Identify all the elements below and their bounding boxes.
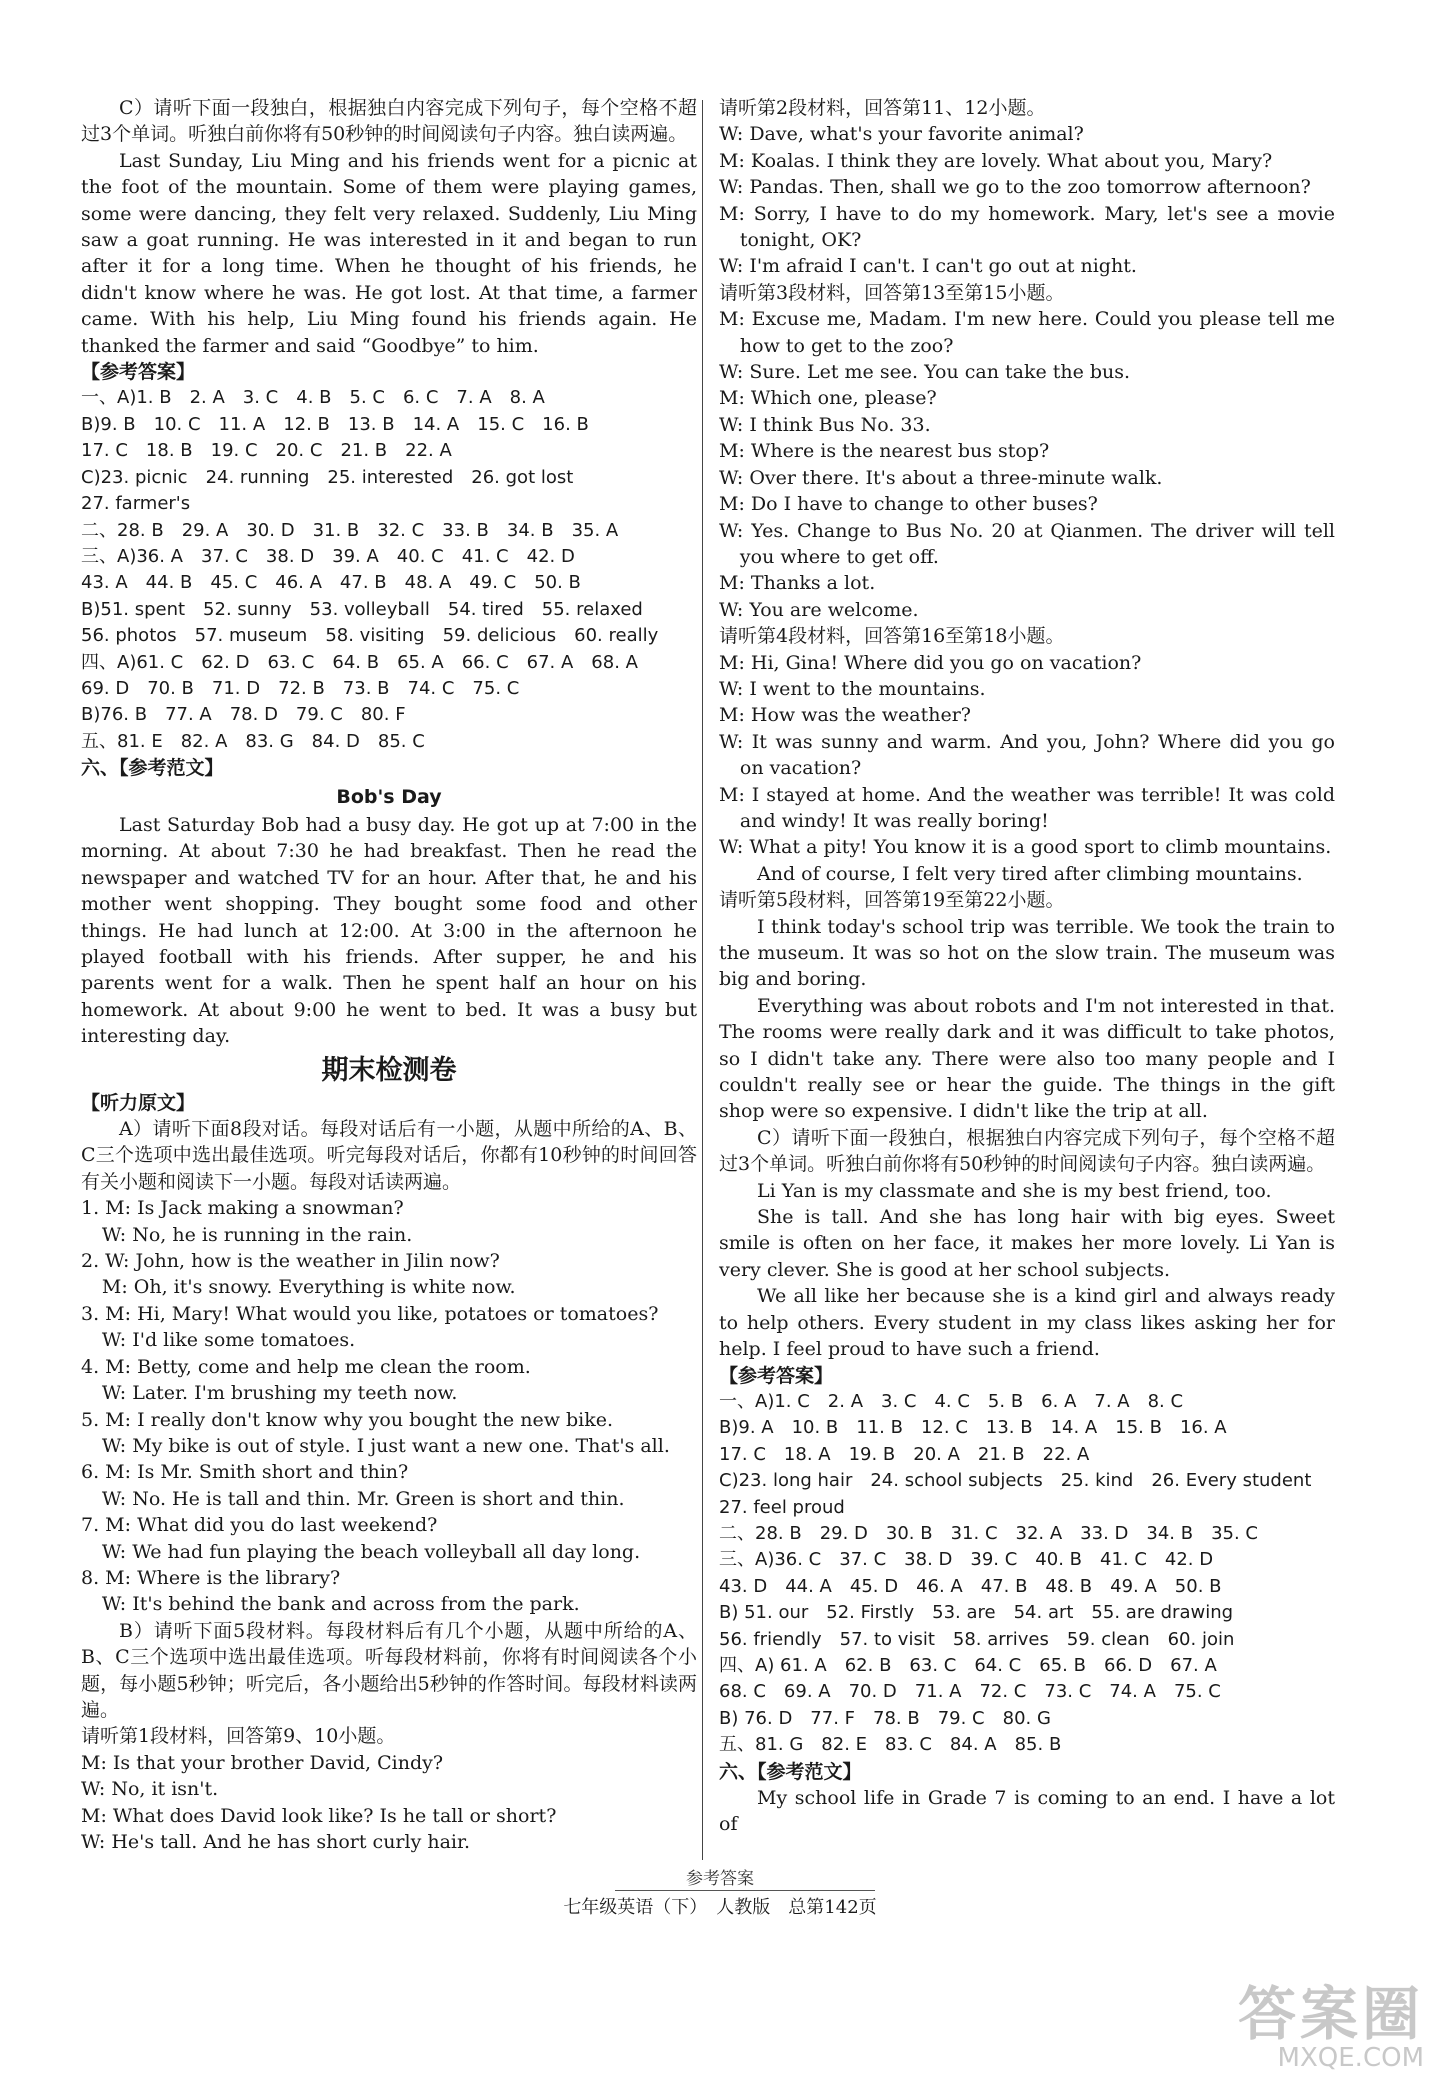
answer-line: 四、A)61. C 62. D 63. C 64. B 65. A 66. C 67. A 68. A: [81, 651, 638, 673]
dialog-line: And of course, I felt very tired after climbing mountains.: [757, 862, 1303, 885]
dialog-line: 6. M: Is Mr. Smith short and thin?: [81, 1461, 409, 1484]
dialog-line: W: Yes. Change to Bus No. 20 at Qianmen. The driver will tell you where to get off.: [719, 519, 1335, 568]
monologue-text: Last Sunday, Liu Ming and his friends went for a picnic at the foot of the mountain. Some of them were playing games, some were dancing, they felt very relaxed. Suddenly, Liu Ming saw a goat running. He was interested in it and began to run after it for a long time. When he thought of his friends, he didn't know where he was. He got lost. At that time, a farmer came. With his help, Liu Ming found his friends again. He thanked the farmer and said “Goodbye” to him.: [81, 149, 697, 357]
dialog-line: M: Hi, Gina! Where did you go on vacation?: [719, 651, 1142, 674]
listening-heading: 【听力原文】: [81, 1091, 196, 1114]
material-2-intro: 请听第2段材料，回答第11、12小题。: [719, 97, 1046, 119]
answer-line: 五、81. G 82. E 83. C 84. A 85. B: [719, 1734, 1062, 1756]
dialog-line: W: We had fun playing the beach volleyball all day long.: [101, 1540, 641, 1563]
dialog-line: M: Koalas. I think they are lovely. What about you, Mary?: [719, 149, 1273, 172]
answer-line: 五、81. E 82. A 83. G 84. D 85. C: [81, 730, 425, 752]
dialog-line: 4. M: Betty, come and help me clean the room.: [81, 1355, 531, 1378]
dialog-line: M: Oh, it's snowy. Everything is white now.: [101, 1276, 516, 1299]
dialog-line: M: Which one, please?: [719, 387, 937, 410]
answer-line: 68. C 69. A 70. D 71. A 72. C 73. C 74. A 75. C: [719, 1681, 1221, 1703]
monologue-text: Li Yan is my classmate and she is my best friend, too.: [757, 1179, 1272, 1202]
part-c-instructions: C）请听下面一段独白，根据独白内容完成下列句子，每个空格不超过3个单词。听独白前你将有50秒钟的时间阅读句子内容。独白读两遍。: [719, 1126, 1335, 1176]
essay-text: My school life in Grade 7 is coming to an end. I have a lot of: [719, 1787, 1335, 1836]
material-1-intro: 请听第1段材料，回答第9、10小题。: [81, 1725, 396, 1748]
dialog-line: W: Sure. Let me see. You can take the bus.: [719, 361, 1131, 384]
answer-key: [81, 385, 697, 755]
essay-heading: 六、【参考范文】: [719, 1760, 862, 1783]
essay-title: Bob's Day: [336, 785, 442, 808]
dialog-line: 7. M: What did you do last weekend?: [81, 1514, 438, 1537]
answer-key: [719, 1389, 1335, 1759]
footer-divider: [615, 1890, 875, 1891]
material-5-text: I think today's school trip was terrible. We took the train to the museum. It was so hot on the slow train. The museum was big and boring.: [719, 915, 1335, 991]
dialog-line: M: Sorry, I have to do my homework. Mary, let's see a movie tonight, OK?: [719, 202, 1335, 252]
dialog-line: W: No, he is running in the rain.: [101, 1223, 413, 1246]
answer-line: B) 51. our 52. Firstly 53. are 54. art 55. are drawing: [719, 1602, 1234, 1624]
section-title: 期末检测卷: [321, 1054, 457, 1086]
dialog-line: 5. M: I really don't know why you bought the new bike.: [81, 1408, 614, 1431]
dialog-line: M: How was the weather?: [719, 704, 971, 727]
answer-line: 四、A) 61. A 62. B 63. C 64. C 65. B 66. D 67. A: [719, 1654, 1217, 1676]
answer-line: 二、28. B 29. A 30. D 31. B 32. C 33. B 34. B 35. A: [81, 519, 619, 541]
answer-line: B)9. A 10. B 11. B 12. C 13. B 14. A 15. B 16. A: [719, 1417, 1227, 1439]
dialog-line: W: Dave, what's your favorite animal?: [719, 123, 1084, 146]
right-column: [719, 95, 1335, 1838]
essay-text: Last Saturday Bob had a busy day. He got up at 7:00 in the morning. At about 7:30 he had breakfast. Then he read the newspaper and watched TV for an hour. After that, he and his mother went shopping. They bought some food and other things. He had lunch at 12:00. At 3:00 in the afternoon he played football with his friends. After supper, he and his parents went for a walk. Then he spent half an hour on his homework. At about 9:00 he went to bed. It was a busy but interesting day.: [81, 813, 697, 1048]
watermark-logo: 答案圈: [1237, 1980, 1424, 2048]
material-3-intro: 请听第3段材料，回答第13至第15小题。: [719, 281, 1065, 304]
column-divider: [702, 100, 703, 1860]
dialog-line: W: I'm afraid I can't. I can't go out at night.: [719, 255, 1137, 278]
dialog-line: M: Do I have to change to other buses?: [719, 493, 1098, 516]
dialog-line: W: I think Bus No. 33.: [719, 413, 931, 436]
listening-c-instructions: C）请听下面一段独白，根据独白内容完成下列句子，每个空格不超过3个单词。听独白前你将有50秒钟的时间阅读句子内容。独白读两遍。: [81, 97, 697, 146]
answer-line: 二、28. B 29. D 30. B 31. C 32. A 33. D 34. B 35. C: [719, 1522, 1258, 1544]
answer-line: 27. farmer's: [81, 493, 191, 515]
monologue-text: We all like her because she is a kind girl and always ready to help others. Every student in my class likes asking her for help. I feel proud to have such a friend.: [719, 1285, 1335, 1361]
answer-line: 17. C 18. A 19. B 20. A 21. B 22. A: [719, 1443, 1090, 1465]
answer-line: 一、A)1. C 2. A 3. C 4. C 5. B 6. A 7. A 8. C: [719, 1390, 1184, 1412]
dialog-line: W: No, it isn't.: [81, 1778, 219, 1801]
answer-line: 17. C 18. B 19. C 20. C 21. B 22. A: [81, 440, 452, 462]
answer-line: 43. D 44. A 45. D 46. A 47. B 48. B 49. A 50. B: [719, 1575, 1222, 1597]
dialog-line: W: No. He is tall and thin. Mr. Green is short and thin.: [101, 1487, 625, 1510]
dialog-line: W: He's tall. And he has short curly hair.: [81, 1831, 471, 1853]
answer-line: 27. feel proud: [719, 1496, 845, 1518]
dialog-line: W: You are welcome.: [719, 598, 919, 621]
answer-line: B)51. spent 52. sunny 53. volleyball 54. tired 55. relaxed: [81, 598, 643, 620]
material-5-text: Everything was about robots and I'm not interested in that. The rooms were really dark and it was difficult to take photos, so I didn't take any. There were also too many people and I couldn't really see or hear the guide. The things in the gift shop were so expensive. I didn't like the trip at all.: [719, 994, 1335, 1123]
watermark: [1237, 1980, 1424, 2073]
dialog-line: 3. M: Hi, Mary! What would you like, potatoes or tomatoes?: [81, 1302, 659, 1325]
dialog-line: W: My bike is out of style. I just want a new one. That's all.: [101, 1434, 670, 1457]
dialog-line: 8. M: Where is the library?: [81, 1566, 341, 1589]
dialog-line: M: Is that your brother David, Cindy?: [81, 1751, 444, 1774]
answer-line: C)23. picnic 24. running 25. interested 26. got lost: [81, 466, 574, 488]
dialog-line: 1. M: Is Jack making a snowman?: [81, 1197, 404, 1220]
answer-heading: 【参考答案】: [81, 361, 196, 384]
answer-line: 一、A)1. B 2. A 3. C 4. B 5. C 6. C 7. A 8. A: [81, 387, 545, 409]
part-a-instructions: A）请听下面8段对话。每段对话后有一小题，从题中所给的A、B、C三个选项中选出最佳选项。听完每段对话后，你都有10秒钟的时间回答有关小题和阅读下一小题。每段对话读两遍。: [81, 1118, 697, 1193]
answer-line: 56. photos 57. museum 58. visiting 59. delicious 60. really: [81, 625, 659, 647]
dialog-line: M: What does David look like? Is he tall or short?: [81, 1804, 557, 1827]
answer-line: B) 76. D 77. F 78. B 79. C 80. G: [719, 1707, 1051, 1729]
dialog-line: M: Excuse me, Madam. I'm new here. Could you please tell me how to get to the zoo?: [719, 308, 1335, 357]
answer-line: 43. A 44. B 45. C 46. A 47. B 48. A 49. C 50. B: [81, 572, 581, 594]
answer-heading: 【参考答案】: [719, 1364, 834, 1387]
dialog-line: W: I went to the mountains.: [719, 677, 986, 700]
material-4-intro: 请听第4段材料，回答第16至第18小题。: [719, 625, 1065, 648]
answer-line: C)23. long hair 24. school subjects 25. kind 26. Every student: [719, 1470, 1312, 1492]
material-5-intro: 请听第5段材料，回答第19至第22小题。: [719, 889, 1065, 912]
dialog-list: [81, 1195, 697, 1618]
answer-line: 69. D 70. B 71. D 72. B 73. B 74. C 75. C: [81, 677, 520, 699]
answer-line: 三、A)36. C 37. C 38. D 39. C 40. B 41. C 42. D: [719, 1549, 1214, 1571]
left-column: [81, 95, 697, 1855]
footer-label: 参考答案: [686, 1869, 754, 1889]
dialog-line: W: It's behind the bank and across from the park.: [101, 1593, 580, 1616]
page-footer: 七年级英语（下） 人教版 总第142页: [563, 1897, 877, 1918]
dialog-line: W: It was sunny and warm. And you, John? Where did you go on vacation?: [719, 730, 1335, 780]
answer-line: 56. friendly 57. to visit 58. arrives 59. clean 60. join: [719, 1628, 1235, 1650]
essay-heading: 六、【参考范文】: [81, 757, 224, 780]
dialog-line: W: What a pity! You know it is a good sport to climb mountains.: [719, 836, 1332, 859]
part-b-instructions: B）请听下面5段材料。每段材料后有几个小题，从题中所给的A、B、C三个选项中选出最佳选项。听每段材料前，你将有时间阅读各个小题，每小题5秒钟；听完后，各小题给出5秒钟的作答时间。每段材料读两遍。: [81, 1619, 697, 1721]
dialog-line: W: Over there. It's about a three-minute walk.: [719, 466, 1163, 489]
watermark-url: MXQE.COM: [1277, 2043, 1424, 2073]
answer-line: 三、A)36. A 37. C 38. D 39. A 40. C 41. C 42. D: [81, 545, 575, 567]
dialog-line: W: Later. I'm brushing my teeth now.: [101, 1382, 458, 1405]
dialog-line: M: Where is the nearest bus stop?: [719, 440, 1050, 463]
monologue-text: She is tall. And she has long hair with big eyes. Sweet smile is often on her face, it makes her more lovely. Li Yan is very clever. She is good at her school subjects.: [719, 1206, 1335, 1281]
dialog-line: W: Pandas. Then, shall we go to the zoo tomorrow afternoon?: [719, 176, 1311, 199]
dialog-line: M: Thanks a lot.: [719, 572, 876, 595]
dialog-line: 2. W: John, how is the weather in Jilin now?: [81, 1250, 500, 1273]
answer-line: B)76. B 77. A 78. D 79. C 80. F: [81, 704, 406, 726]
dialog-line: W: I'd like some tomatoes.: [101, 1329, 356, 1352]
dialog-line: M: I stayed at home. And the weather was terrible! It was cold and windy! It was really boring!: [719, 783, 1335, 832]
answer-line: B)9. B 10. C 11. A 12. B 13. B 14. A 15. C 16. B: [81, 413, 589, 435]
